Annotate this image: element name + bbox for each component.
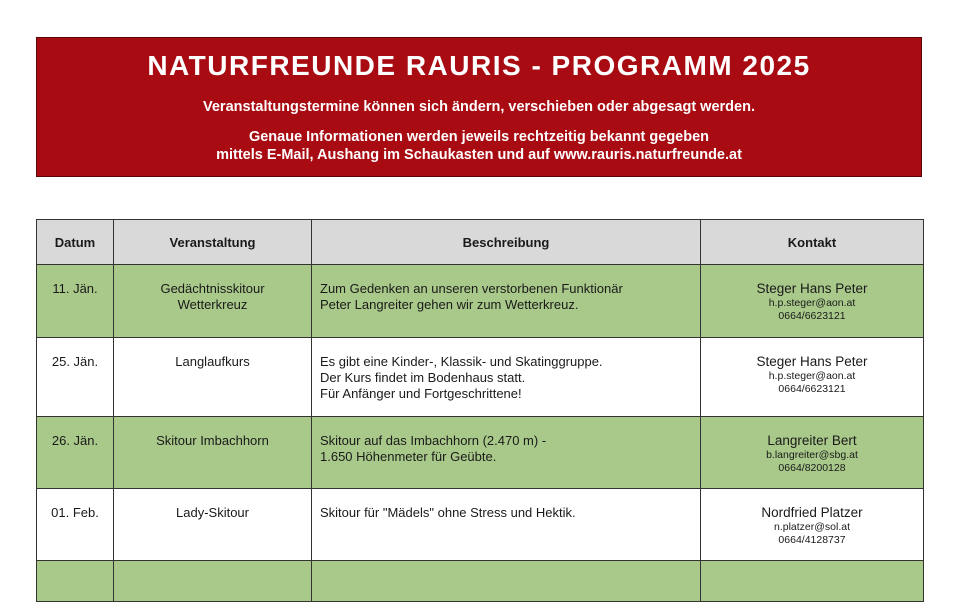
event-name [114, 417, 312, 489]
event-name [114, 265, 312, 338]
event-name-line: Gedächtnisskitour [160, 281, 265, 296]
contact-email[interactable]: h.p.steger@aon.at [768, 297, 856, 309]
info-text [37, 128, 921, 164]
page-title: NATURFREUNDE RAURIS - PROGRAMM 2025 [147, 50, 811, 81]
table-row [37, 489, 924, 561]
event-description [312, 489, 701, 561]
info-line-2: mittels E-Mail, Aushang im Schaukasten und auf www.rauris.naturfreunde.at [216, 147, 742, 163]
event-name-line: Lady-Skitour [176, 505, 249, 520]
empty-cell [312, 561, 701, 602]
event-date: 11. Jän. [37, 265, 114, 338]
event-name [114, 338, 312, 417]
info-line-1: Genaue Informationen werden jeweils rechtzeitig bekannt gegeben [248, 129, 710, 145]
program-table [36, 219, 924, 602]
event-contact [701, 338, 924, 417]
table-header-row [37, 220, 924, 265]
table-row [37, 265, 924, 338]
table-row-partial [37, 561, 924, 602]
empty-cell [114, 561, 312, 602]
table-row [37, 417, 924, 489]
contact-phone: 0664/6623121 [778, 383, 846, 395]
event-name [114, 489, 312, 561]
event-contact [701, 417, 924, 489]
col-header-description: Beschreibung [312, 220, 701, 265]
event-name-line: Langlaufkurs [175, 354, 250, 369]
table-row [37, 338, 924, 417]
notice-text: Veranstaltungstermine können sich ändern, verschieben oder abgesagt werden. [203, 99, 755, 115]
contact-name: Steger Hans Peter [756, 354, 868, 369]
contact-name: Langreiter Bert [767, 433, 857, 448]
contact-phone: 0664/4128737 [778, 534, 846, 546]
event-date: 01. Feb. [37, 489, 114, 561]
event-name-line: Wetterkreuz [177, 297, 248, 312]
col-header-date: Datum [37, 220, 114, 265]
contact-phone: 0664/8200128 [778, 462, 846, 474]
event-description [312, 265, 701, 338]
description-line: Peter Langreiter gehen wir zum Wetterkreuz. [320, 297, 579, 312]
contact-email[interactable]: h.p.steger@aon.at [768, 370, 856, 382]
event-date: 25. Jän. [37, 338, 114, 417]
description-line: 1.650 Höhenmeter für Geübte. [320, 449, 497, 464]
col-header-event: Veranstaltung [114, 220, 312, 265]
description-line: Der Kurs findet im Bodenhaus statt. [320, 370, 526, 385]
contact-name: Nordfried Platzer [761, 505, 863, 520]
contact-email[interactable]: b.langreiter@sbg.at [766, 449, 858, 461]
event-date: 26. Jän. [37, 417, 114, 489]
empty-cell [701, 561, 924, 602]
contact-phone: 0664/6623121 [778, 310, 846, 322]
empty-cell [37, 561, 114, 602]
event-description [312, 338, 701, 417]
event-contact [701, 265, 924, 338]
contact-email[interactable]: n.platzer@sol.at [773, 521, 851, 533]
description-line: Zum Gedenken an unseren verstorbenen Funktionär [320, 281, 623, 296]
description-line: Skitour auf das Imbachhorn (2.470 m) - [320, 433, 547, 448]
header-banner [36, 37, 922, 177]
description-line: Skitour für "Mädels" ohne Stress und Hektik. [320, 505, 576, 520]
event-description [312, 417, 701, 489]
contact-name: Steger Hans Peter [756, 281, 868, 296]
description-line: Es gibt eine Kinder-, Klassik- und Skatinggruppe. [320, 354, 603, 369]
event-contact [701, 489, 924, 561]
event-name-line: Skitour Imbachhorn [156, 433, 269, 448]
col-header-contact: Kontakt [701, 220, 924, 265]
description-line: Für Anfänger und Fortgeschrittene! [320, 386, 522, 401]
